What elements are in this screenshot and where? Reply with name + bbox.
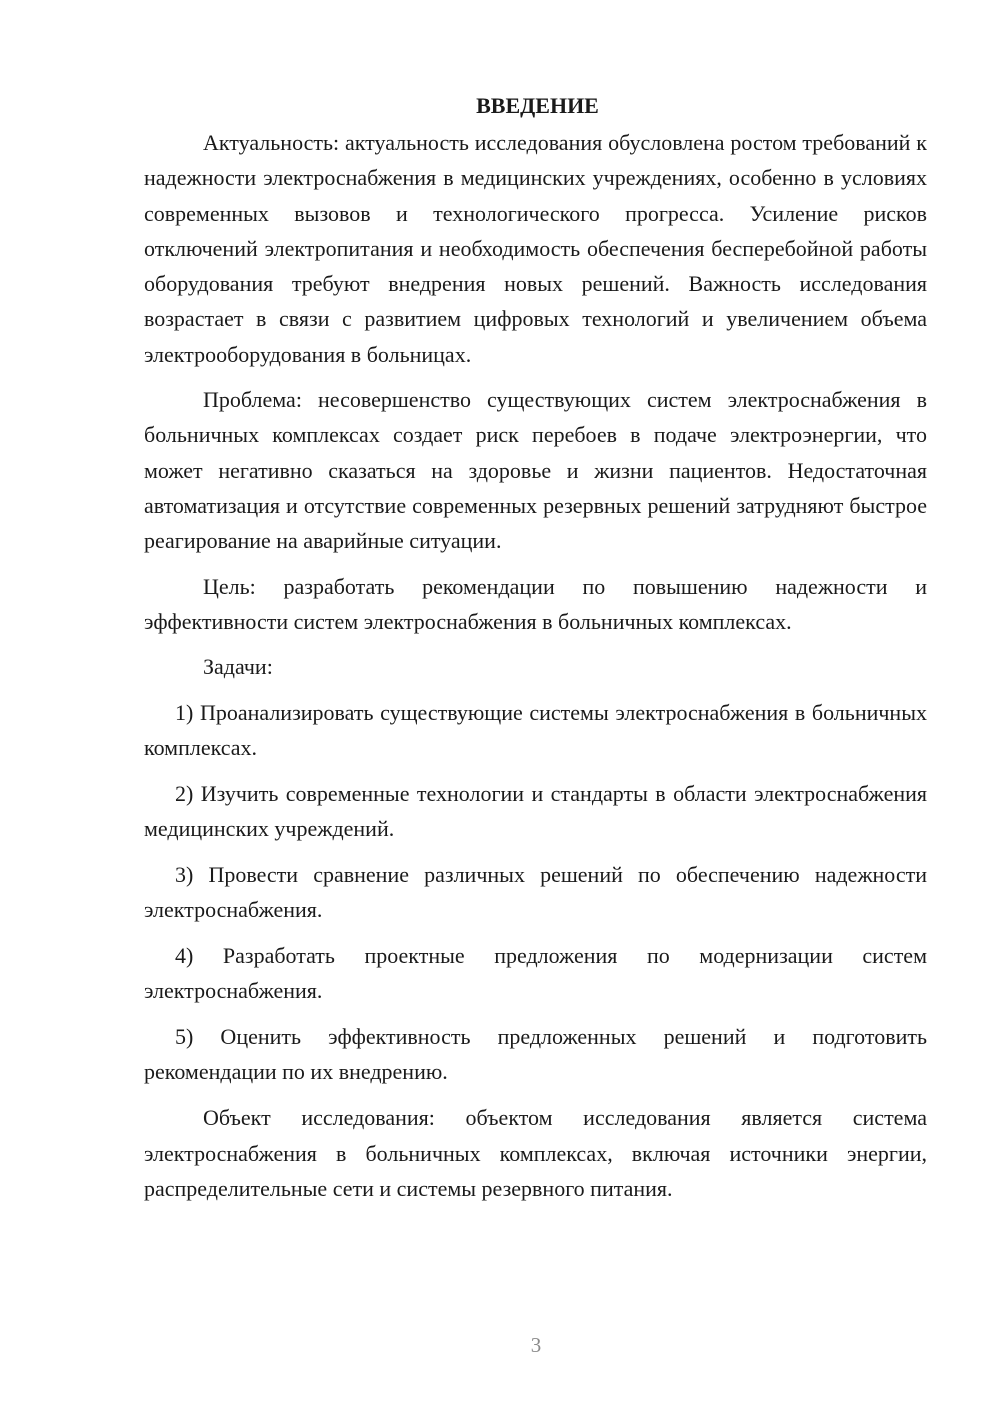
page-content [144,88,927,1216]
task-item: 5) Оценить эффективность предложенных решений и подготовить рекомендации по их внедрению. [144,1024,927,1085]
goal-paragraph: Цель: разработать рекомендации по повышению надежности и эффективности систем электроснабжения в больничных комплексах. [144,573,927,634]
task-item: 3) Провести сравнение различных решений по обеспечению надежности электроснабжения. [144,862,927,923]
task-item: 4) Разработать проектные предложения по модернизации систем электроснабжения. [144,943,927,1004]
page-number: 3 [530,1333,542,1357]
relevance-paragraph: Актуальность: актуальность исследования обусловлена ростом требований к надежности электроснабжения в медицинских учреждениях, особенно в условиях современных вызовов и технологического прогресса. Усиление рисков отключений электропитания и необходимость обеспечения бесперебойной работы оборудования требуют внедрения новых решений. Важность исследования возрастает в связи с развитием цифровых технологий и увеличением объема электрооборудования в больницах. [144,130,927,367]
problem-paragraph: Проблема: несовершенство существующих систем электроснабжения в больничных комплексах создает риск перебоев в подаче электроэнергии, что может негативно сказаться на здоровье и жизни пациентов. Недостаточная автоматизация и отсутствие современных резервных решений затрудняют быстрое реагирование на аварийные ситуации. [144,387,927,554]
task-item: 1) Проанализировать существующие системы электроснабжения в больничных комплексах. [144,700,927,761]
section-title: ВВЕДЕНИЕ [476,93,599,118]
tasks-heading: Задачи: [203,654,273,680]
object-paragraph: Объект исследования: объектом исследования является система электроснабжения в больничных комплексах, включая источники энергии, распределительные сети и системы резервного питания. [144,1105,927,1202]
task-item: 2) Изучить современные технологии и стандарты в области электроснабжения медицинских учреждений. [144,781,927,842]
